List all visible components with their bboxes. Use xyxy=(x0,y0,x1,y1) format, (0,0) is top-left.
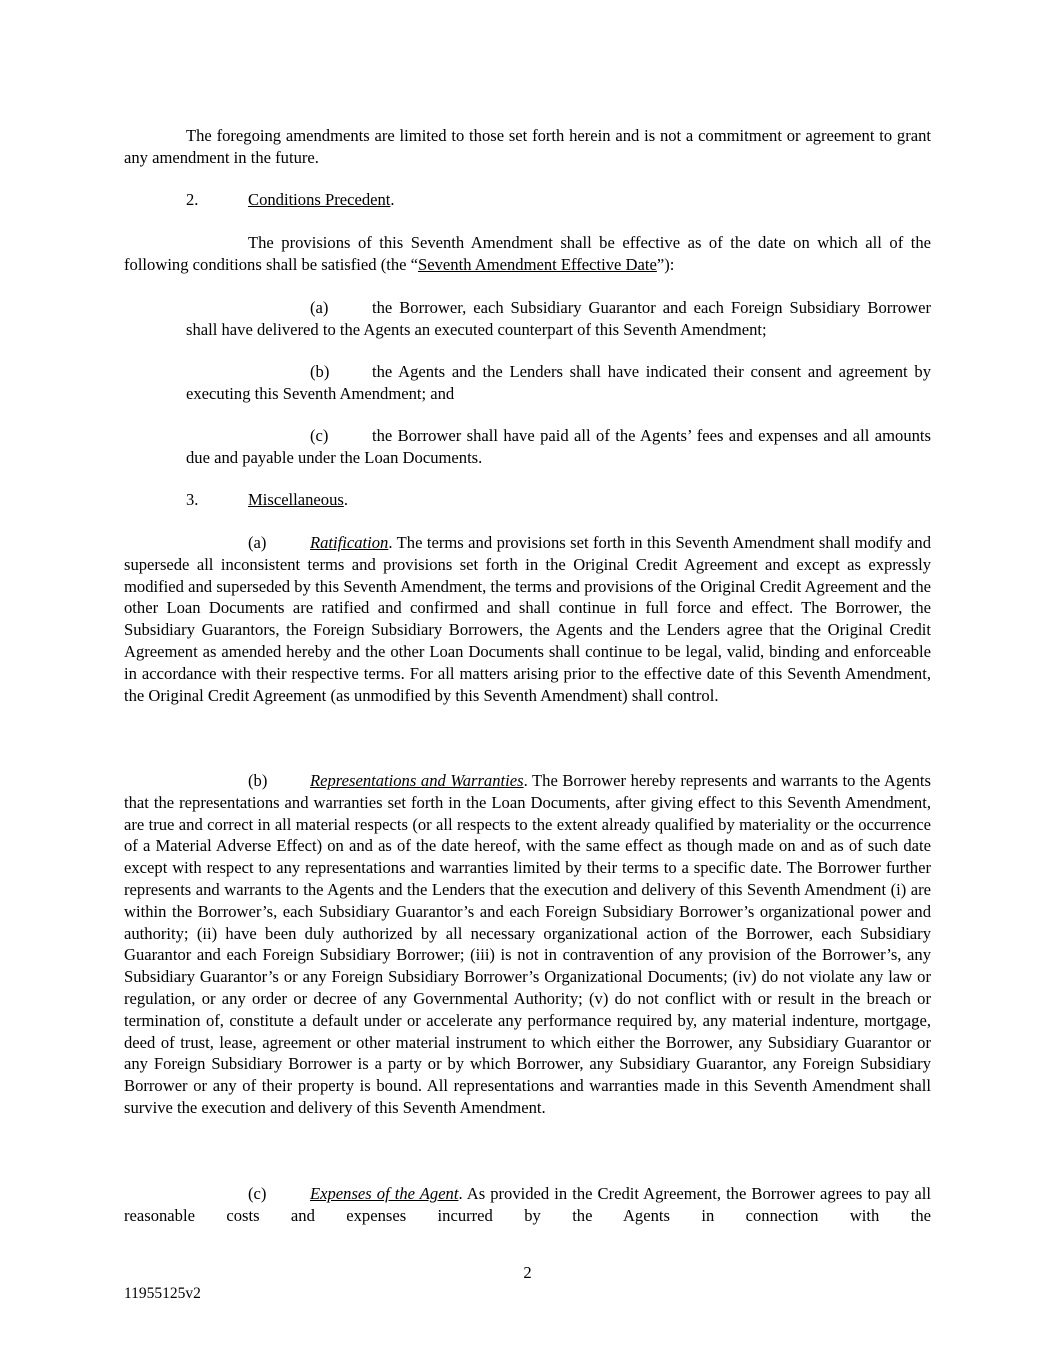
section-3-title: Miscellaneous xyxy=(248,490,344,509)
misc-item-c-text: . As provided in the Credit Agreement, the Borrower agrees to pay all reasonable costs and expenses incurred by the Agents in connection with the xyxy=(124,1184,931,1225)
misc-item-c xyxy=(124,1183,931,1227)
section-2-heading xyxy=(186,189,395,211)
section-2-intro-after: ”): xyxy=(656,254,675,274)
condition-item-b-label: (b) xyxy=(310,362,330,381)
section-2-title-suffix: . xyxy=(390,190,395,209)
intro-text: The foregoing amendments are limited to those set forth herein and is not a commitment or agreement to grant any amendment in the future. xyxy=(124,126,931,167)
misc-item-b-heading: Representations and Warranties xyxy=(310,771,524,790)
misc-item-b-label: (b) xyxy=(248,771,268,790)
condition-item-c-text: the Borrower shall have paid all of the Agents’ fees and expenses and all amounts due and payable under the Loan Documents. xyxy=(186,426,931,467)
condition-item-a xyxy=(186,297,931,341)
misc-item-a-heading: Ratification xyxy=(310,533,389,552)
section-2-number: 2. xyxy=(186,190,199,209)
section-3-heading xyxy=(186,489,348,511)
condition-item-a-text: the Borrower, each Subsidiary Guarantor and each Foreign Subsidiary Borrower shall have delivered to the Agents an executed counterpart of this Seventh Amendment; xyxy=(186,298,931,339)
misc-item-a-label: (a) xyxy=(248,533,267,552)
misc-item-a xyxy=(124,532,931,706)
section-2-intro-before: The provisions of this Seventh Amendment shall be effective as of the date on which all of the following conditions shall be satisfied (the “ xyxy=(124,233,931,274)
section-3-title-suffix: . xyxy=(343,490,349,509)
section-2-title: Conditions Precedent xyxy=(248,190,391,209)
misc-item-b-text: . The Borrower hereby represents and warrants to the Agents that the representations and warranties set forth in the Loan Documents, after giving effect to this Seventh Amendment, are true and correct in all material respects (or all respects to the extent already qualified by materiality or the occurrence of a Material Adverse Effect) on and as of the date hereof, with the same effect as though made on and as of such date except with respect to any representations and warranties limited by their terms to a specific date. The Borrower further represents and warrants to the Agents and the Lenders that the execution and delivery of this Seventh Amendment (i) are within the Borrower’s, each Subsidiary Guarantor’s and each Foreign Subsidiary Borrower’s organizational power and authority; (ii) have been duly authorized by all necessary organizational action of the Borrower, each Subsidiary Guarantor and each Foreign Subsidiary Borrower; (iii) is not in contravention of any provision of the Borrower’s, any Subsidiary Guarantor’s or any Foreign Subsidiary Borrower’s Organizational Documents; (iv) do not violate any law or regulation, or any order or decree of any Governmental Authority; (v) do not conflict with or result in the breach or termination of, constitute a default under or accelerate any performance required by, any material indenture, mortgage, deed of trust, lease, agreement or other material instrument to which either the Borrower, any Subsidiary Guarantor or any Foreign Subsidiary Borrower is a party or by which Borrower, any Subsidiary Guarantor, any Foreign Subsidiary Borrower or any of their property is bound. All representations and warranties made in this Seventh Amendment shall survive the execution and delivery of this Seventh Amendment. xyxy=(124,771,931,1117)
intro-paragraph xyxy=(124,125,931,169)
condition-item-b-text: the Agents and the Lenders shall have indicated their consent and agreement by executing this Seventh Amendment; and xyxy=(186,362,931,403)
page-number: 2 xyxy=(523,1263,532,1282)
misc-item-c-label: (c) xyxy=(248,1184,267,1203)
section-3-number: 3. xyxy=(186,490,199,509)
misc-item-c-heading: Expenses of the Agent xyxy=(310,1184,459,1203)
misc-item-a-text: . The terms and provisions set forth in this Seventh Amendment shall modify and supersede all inconsistent terms and provisions set forth in the Original Credit Agreement and except as expressly modified and superseded by this Seventh Amendment, the terms and provisions of the Original Credit Agreement and the other Loan Documents are ratified and confirmed and shall continue in full force and effect. The Borrower, the Subsidiary Guarantors, the Foreign Subsidiary Borrowers, the Agents and the Lenders agree that the Original Credit Agreement as amended hereby and the other Loan Documents shall continue to be legal, valid, binding and enforceable in accordance with their respective terms. For all matters arising prior to the effective date of this Seventh Amendment, the Original Credit Agreement (as unmodified by this Seventh Amendment) shall control. xyxy=(124,533,931,705)
condition-item-c-label: (c) xyxy=(310,426,329,445)
condition-item-c xyxy=(186,425,931,469)
section-2-intro xyxy=(124,232,931,276)
defined-term: Seventh Amendment Effective Date xyxy=(418,254,657,274)
condition-item-b xyxy=(186,361,931,405)
condition-item-a-label: (a) xyxy=(310,298,329,317)
misc-item-b xyxy=(124,770,931,1119)
document-id: 11955125v2 xyxy=(124,1285,201,1302)
